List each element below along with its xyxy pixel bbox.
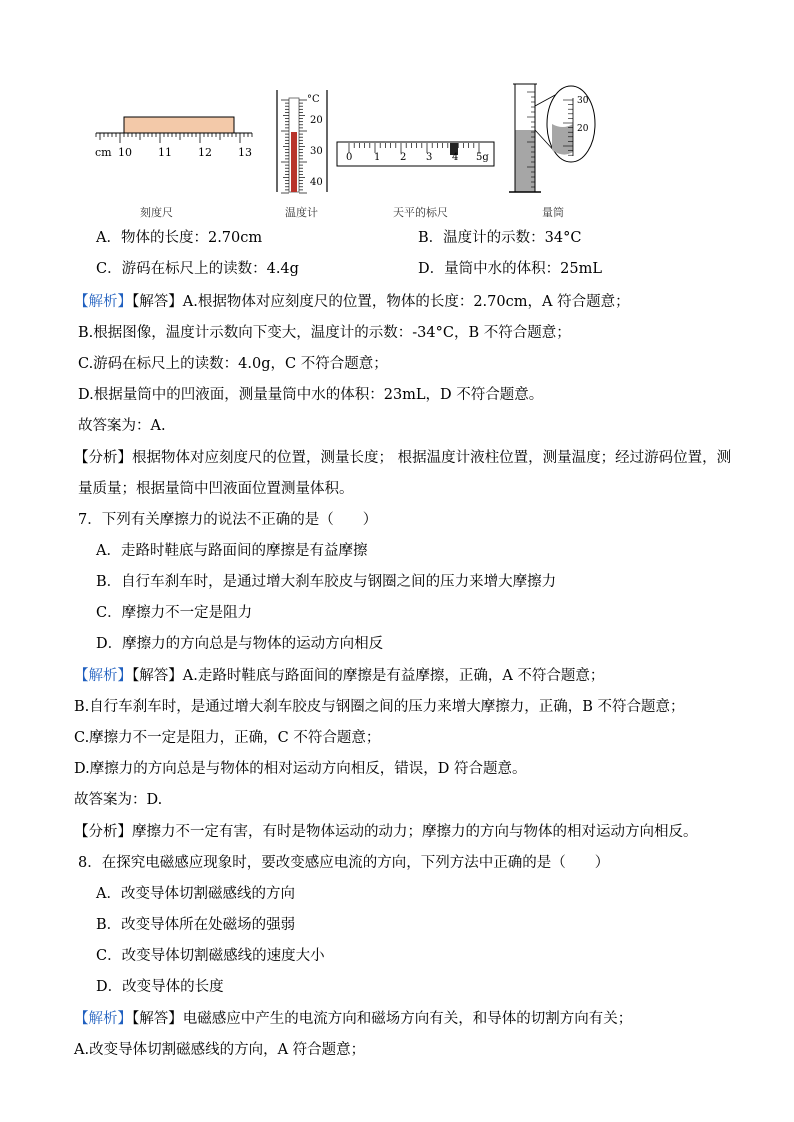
- ruler-tick-label: 12: [198, 146, 212, 159]
- q8-solution-line-2: A.改变导体切割磁感线的方向，A 符合题意；: [74, 1042, 366, 1058]
- ruler-unit: cm: [95, 146, 112, 159]
- q7-option-c: C．摩擦力不一定是阻力: [96, 605, 253, 621]
- ruler-object-block: [124, 117, 234, 133]
- q7-answer: 故答案为：D.: [74, 792, 163, 808]
- cylinder-tick-label: 20: [577, 124, 589, 134]
- q7-solution-line-4: D.摩擦力的方向总是与物体的相对运动方向相反，错误，D 符合题意。: [74, 761, 527, 777]
- q6-solution-line-4: D.根据量筒中的凹液面，测量量筒中水的体积：23mL，D 不符合题意。: [78, 387, 544, 403]
- q6-analysis-line-1: 【分析】根据物体对应刻度尺的位置，测量长度； 根据温度计液柱位置，测量温度；经过游码位置，测: [74, 450, 732, 466]
- q6-analysis-line-2: 量质量；根据量筒中凹液面位置测量体积。: [78, 481, 354, 497]
- ruler-tick-label: 13: [238, 146, 252, 159]
- balance-caption: 天平的标尺: [393, 206, 448, 219]
- q7-option-a: A．走路时鞋底与路面间的摩擦是有益摩擦: [96, 543, 368, 559]
- q8-option-b: B．改变导体所在处磁场的强弱: [96, 917, 296, 933]
- thermometer-tick-label: 30: [310, 146, 323, 157]
- balance-tick-label: 1: [374, 152, 381, 163]
- balance-tick-label: 2: [400, 152, 407, 163]
- jieda-tag: 【解答】: [132, 1011, 183, 1027]
- cylinder-tick-labels: [505, 80, 605, 200]
- q6-solution-line-1: 【解析】【解答】A.根据物体对应刻度尺的位置，物体的长度：2.70cm，A 符合题意；: [74, 294, 630, 310]
- q6-option-c: C．游码在标尺上的读数：4.4g: [96, 261, 299, 277]
- ruler-tick-label: 11: [158, 146, 172, 159]
- q8-stem: 8．在探究电磁感应现象时，要改变感应电流的方向，下列方法中正确的是（ ）: [78, 855, 610, 871]
- q7-solution-line-1: 【解析】【解答】A.走路时鞋底与路面间的摩擦是有益摩擦，正确，A 不符合题意；: [74, 668, 605, 684]
- q7-stem: 7．下列有关摩擦力的说法不正确的是（ ）: [78, 512, 378, 528]
- balance-tick-label: 0: [346, 152, 353, 163]
- q7-solution-line-2: B.自行车刹车时，是通过增大刹车胶皮与钢圈之间的压力来增大摩擦力，正确，B 不符合题意；: [74, 699, 685, 715]
- q7-option-b: B．自行车刹车时，是通过增大刹车胶皮与钢圈之间的压力来增大摩擦力: [96, 574, 557, 590]
- balance-tick-label: 3: [426, 152, 433, 163]
- jiexi-tag: 【解析】: [74, 294, 132, 310]
- ruler-caption: 刻度尺: [140, 206, 173, 219]
- thermometer-tick-label: 20: [310, 115, 323, 126]
- thermometer-tick-label: 40: [310, 177, 323, 188]
- q8-option-a: A．改变导体切割磁感线的方向: [96, 886, 295, 902]
- jiexi-tag: 【解析】: [74, 668, 132, 684]
- balance-tick-label: 4: [452, 152, 459, 163]
- q7-analysis-line-1: 【分析】摩擦力不一定有害，有时是物体运动的动力；摩擦力的方向与物体的相对运动方向相反。: [74, 824, 698, 840]
- q8-option-d: D．改变导体的长度: [96, 979, 224, 995]
- balance-tick-label: 5g: [476, 152, 489, 163]
- q6-solution-line-3: C.游码在标尺上的读数：4.0g，C 不符合题意；: [78, 356, 388, 372]
- q8-solution-line-1: 【解析】【解答】电磁感应中产生的电流方向和磁场方向有关，和导体的切割方向有关；: [74, 1011, 633, 1027]
- thermometer-caption: 温度计: [285, 206, 318, 219]
- cylinder-tick-label: 30: [577, 96, 589, 106]
- q6-solution-line-2: B.根据图像，温度计示数向下变大，温度计的示数：-34°C，B 不符合题意；: [78, 325, 571, 341]
- q6-answer: 故答案为：A.: [78, 418, 166, 434]
- balance-tick-labels: [336, 152, 496, 166]
- q6-option-b: B．温度计的示数：34°C: [418, 230, 582, 246]
- thermometer-unit: °C: [307, 94, 320, 105]
- q6-option-d: D．量筒中水的体积：25mL: [418, 261, 602, 277]
- ruler-tick-label: 10: [118, 146, 132, 159]
- q8-option-c: C．改变导体切割磁感线的速度大小: [96, 948, 325, 964]
- ruler-tick-labels: [90, 146, 260, 160]
- jiexi-tag: 【解析】: [74, 1011, 132, 1027]
- jieda-tag: 【解答】: [132, 294, 183, 310]
- thermometer-tick-labels: [272, 88, 332, 196]
- q7-solution-line-3: C.摩擦力不一定是阻力，正确，C 不符合题意；: [74, 730, 381, 746]
- q7-option-d: D．摩擦力的方向总是与物体的运动方向相反: [96, 636, 384, 652]
- figure-row: [0, 80, 794, 220]
- jieda-tag: 【解答】: [132, 668, 183, 684]
- fenxi-tag: 【分析】: [74, 824, 132, 840]
- cylinder-caption: 量筒: [542, 206, 564, 219]
- q6-option-a: A．物体的长度：2.70cm: [96, 230, 263, 246]
- fenxi-tag: 【分析】: [74, 450, 132, 466]
